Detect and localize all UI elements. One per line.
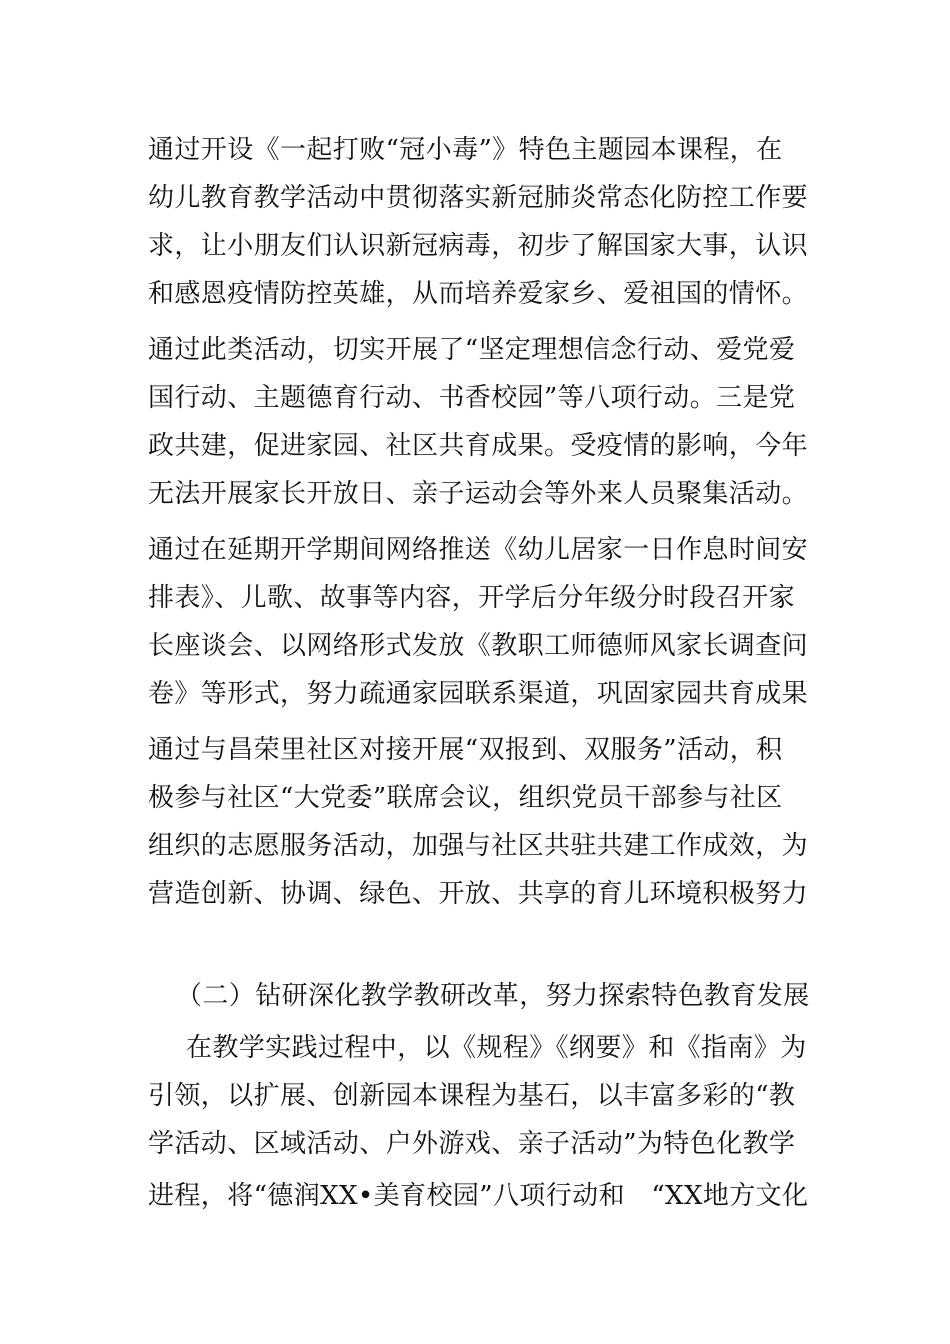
paragraph-line: 和感恩疫情防控英雄，从而培养爱家乡、爱祖国的情怀。 — [148, 279, 809, 309]
paragraph-line: 极参与社区“大党委”联席会议，组织党员干部参与社区 — [148, 783, 783, 813]
paragraph-line: 卷》等形式，努力疏通家园联系渠道，巩固家园共育成果 — [148, 679, 809, 709]
paragraph-line: 通过此类活动，切实开展了“坚定理想信念行动、爱党爱 — [148, 335, 796, 365]
paragraph-line: 求，让小朋友们认识新冠病毒，初步了解国家大事，认识 — [148, 231, 809, 261]
paragraph-line: 进程，将“德润XX•美育校园”八项行动和 “XX地方文化 — [148, 1181, 809, 1211]
paragraph-line: 政共建，促进家园、社区共育成果。受疫情的影响，今年 — [148, 431, 809, 461]
paragraph-line: 幼儿教育教学活动中贯彻落实新冠肺炎常态化防控工作要 — [148, 183, 809, 213]
paragraph-line: 通过开设《一起打败“冠小毒”》特色主题园本课程，在 — [148, 135, 783, 165]
paragraph-line: 长座谈会、以网络形式发放《教职工师德师风家长调查问 — [148, 631, 809, 661]
section-heading: （二）钻研深化教学教研改革，努力探索特色教育发展 — [176, 981, 810, 1011]
paragraph-line: 引领，以扩展、创新园本课程为基石，以丰富多彩的“教 — [148, 1081, 796, 1111]
paragraph-line: 通过与昌荣里社区对接开展“双报到、双服务”活动，积 — [148, 735, 783, 765]
paragraph-line: 无法开展家长开放日、亲子运动会等外来人员聚集活动。 — [148, 479, 809, 509]
paragraph-line: 组织的志愿服务活动，加强与社区共驻共建工作成效，为 — [148, 831, 809, 861]
paragraph-line: 通过在延期开学期间网络推送《幼儿居家一日作息时间安 — [148, 535, 809, 565]
paragraph-line: 排表》、儿歌、故事等内容，开学后分年级分时段召开家 — [148, 583, 796, 613]
paragraph-line: 国行动、主题德育行动、书香校园”等八项行动。三是党 — [148, 383, 796, 413]
paragraph-line: 在教学实践过程中，以《规程》《纲要》和《指南》为 — [186, 1033, 807, 1063]
paragraph-line: 学活动、区域活动、户外游戏、亲子活动”为特色化教学 — [148, 1129, 796, 1159]
paragraph-line: 营造创新、协调、绿色、开放、共享的育儿环境积极努力 — [148, 879, 809, 909]
